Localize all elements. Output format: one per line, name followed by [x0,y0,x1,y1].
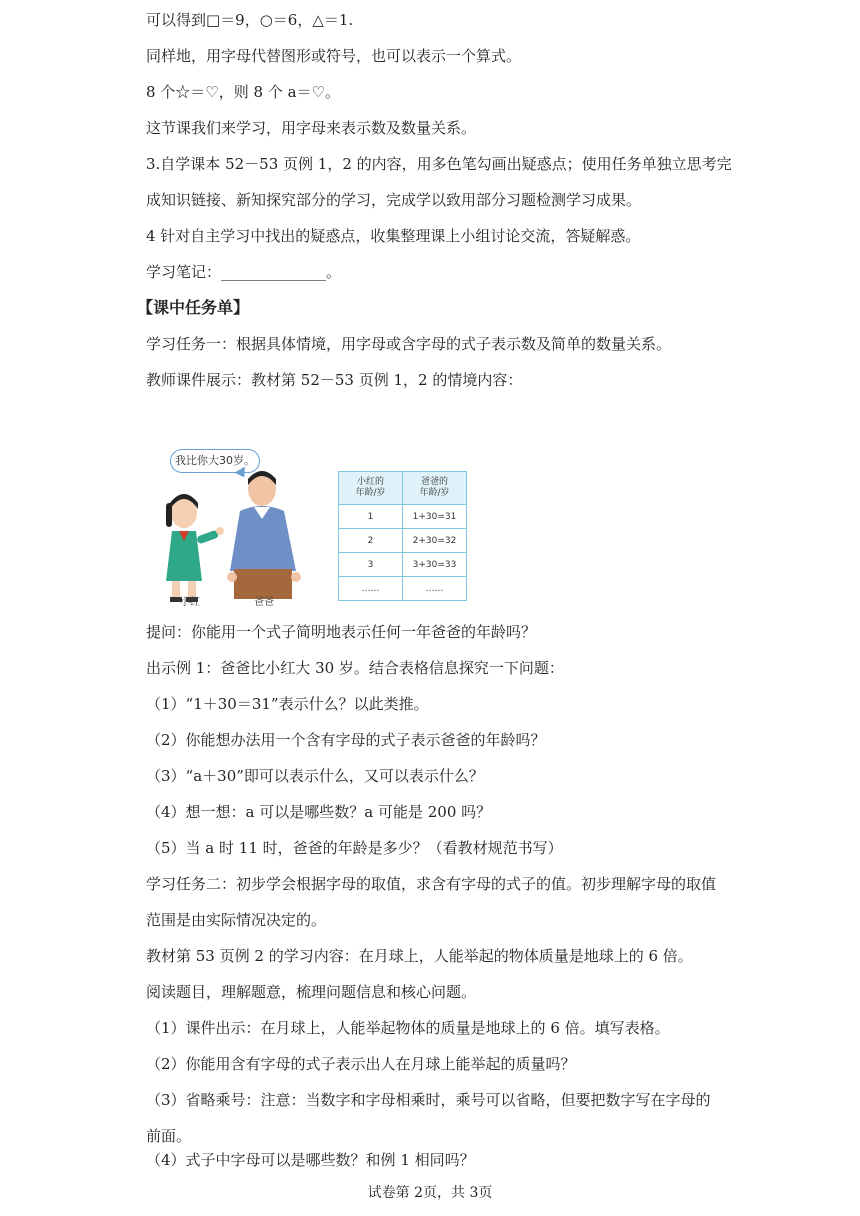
question-line: （1）“1＋30＝31”表示什么？以此类推。 [146,695,429,713]
text-line: 教材第 53 页例 2 的学习内容：在月球上，人能举起的物体质量是地球上的 6 倍。 [146,947,693,965]
text-line: 8 个☆＝♡，则 8 个 a＝♡。 [146,83,340,101]
question-line: （2）你能想办法用一个含有字母的式子表示爸爸的年龄吗？ [146,731,546,749]
text-line: 这节课我们来学习，用字母来表示数及数量关系。 [146,119,477,137]
age-table [338,471,467,601]
question-line: （1）课件出示：在月球上，人能举起物体的质量是地球上的 6 倍。填写表格。 [146,1019,670,1037]
girl-figure [166,494,224,602]
dad-figure [227,471,301,599]
text-line: 成知识链接、新知探究部分的学习，完成学以致用部分习题检测学习成果。 [146,191,642,209]
table-row [339,529,467,553]
table-row [339,505,467,529]
table-cell: 3+30=33 [403,553,467,577]
question-line: （4）想一想：a 可以是哪些数？a 可能是 200 吗？ [146,803,492,821]
text-line: 3.自学课本 52－53 页例 1，2 的内容，用多色笔勾画出疑惑点；使用任务单独立思考完 [146,155,732,173]
text-line: 前面。 [146,1127,192,1145]
text-line: 同样地，用字母代替图形或符号，也可以表示一个算式。 [146,47,522,65]
table-cell: 3 [339,553,403,577]
table-cell: …… [403,577,467,601]
text-line: 教师课件展示：教材第 52－53 页例 1，2 的情境内容： [146,371,523,389]
table-cell: 2 [339,529,403,553]
table-cell: …… [339,577,403,601]
speech-bubble: 我比你大30岁。 [170,449,260,473]
page-footer: 试卷第 2页，共 3页 [367,1185,493,1201]
section-heading: 【课中任务单】 [137,298,250,317]
text-line: 学习任务一：根据具体情境，用字母或含字母的式子表示数及简单的数量关系。 [146,335,672,353]
text-line: 提问：你能用一个式子简明地表示任何一年爸爸的年龄吗？ [146,623,537,641]
table-row [339,577,467,601]
table-header-row [339,472,467,505]
text-line: 出示例 1：爸爸比小红大 30 岁。结合表格信息探究一下问题： [146,659,564,677]
dad-label: 爸爸 [254,597,274,608]
text-line: 阅读题目，理解题意，梳理问题信息和核心问题。 [146,983,477,1001]
text-line: 4 针对自主学习中找出的疑惑点，收集整理课上小组讨论交流，答疑解惑。 [146,227,641,245]
table-header-girl-age: 小红的 年龄/岁 [339,472,403,505]
example-illustration [150,441,480,613]
question-line: （3）省略乘号：注意：当数字和字母相乘时，乘号可以省略，但要把数字写在字母的 [146,1091,711,1109]
question-line: （4）式子中字母可以是哪些数？和例 1 相同吗？ [146,1151,475,1169]
question-line: （2）你能用含有字母的式子表示出人在月球上能举起的质量吗？ [146,1055,576,1073]
table-cell: 2+30=32 [403,529,467,553]
study-notes-line: 学习笔记：______________。 [146,263,342,281]
girl-and-dad-figure [150,441,330,613]
text-line: 可以得到□＝9，○＝6，△＝1. [146,11,354,29]
table-row [339,553,467,577]
girl-label: 小红 [180,597,200,608]
table-cell: 1 [339,505,403,529]
text-line: 学习任务二：初步学会根据字母的取值，求含有字母的式子的值。初步理解字母的取值 [146,875,717,893]
table-header-dad-age: 爸爸的 年龄/岁 [403,472,467,505]
question-line: （3）“a＋30”即可以表示什么，又可以表示什么？ [146,767,484,785]
text-line: 范围是由实际情况决定的。 [146,911,327,929]
table-cell: 1+30=31 [403,505,467,529]
question-line: （5）当 a 时 11 时，爸爸的年龄是多少？（看教材规范书写） [146,839,563,857]
